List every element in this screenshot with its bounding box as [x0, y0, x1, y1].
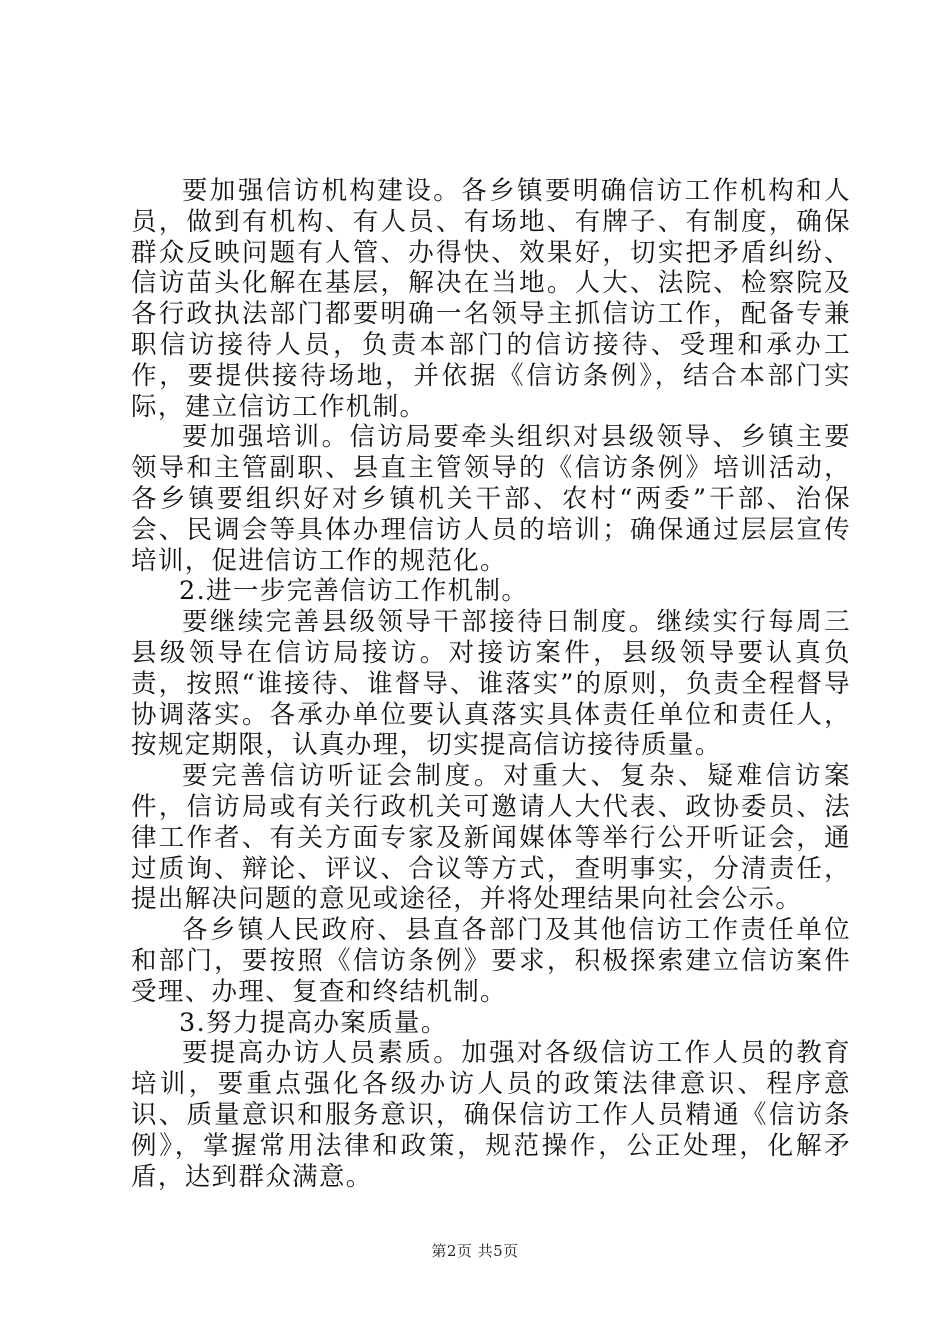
- section-heading-2: 2.进一步完善信访工作机制。: [179, 576, 529, 607]
- paragraph-staff-quality: 要提高办访人员素质。加强对各级信访工作人员的教育培训，要重点强化各级办访人员的政策法律意识、程序意识、质量意识和服务意识，确保信访工作人员精通《信访条例》，掌握常用法律和政策，规范操作，公正处理，化解矛盾，达到群众满意。: [131, 1038, 851, 1192]
- paragraph-institution-building: 要加强信访机构建设。各乡镇要明确信访工作机构和人员，做到有机构、有人员、有场地、有牌子、有制度，确保群众反映问题有人管、办得快、效果好，切实把矛盾纠纷、信访苗头化解在基层，解决在当地。人大、法院、检察院及各行政执法部门都要明确一名领导主抓信访工作，配备专兼职信访接待人员，负责本部门的信访接待、受理和承办工作，要提供接待场地，并依据《信访条例》，结合本部门实际，建立信访工作机制。: [131, 176, 851, 422]
- document-body: [131, 176, 851, 1192]
- section-heading-3: 3.努力提高办案质量。: [179, 1007, 448, 1038]
- paragraph-training: 要加强培训。信访局要牵头组织对县级领导、乡镇主要领导和主管副职、县直主管领导的《信访条例》培训活动，各乡镇要组织好对乡镇机关干部、农村“两委”干部、治保会、民调会等具体办理信访人员的培训；确保通过层层宣传培训，促进信访工作的规范化。: [131, 422, 851, 576]
- paragraph-case-mechanism: 各乡镇人民政府、县直各部门及其他信访工作责任单位和部门，要按照《信访条例》要求，积极探索建立信访案件受理、办理、复查和终结机制。: [131, 915, 851, 1007]
- paragraph-reception-day: 要继续完善县级领导干部接待日制度。继续实行每周三县级领导在信访局接访。对接访案件，县级领导要认真负责，按照“谁接待、谁督导、谁落实”的原则，负责全程督导协调落实。各承办单位要认真落实具体责任单位和责任人，按规定期限，认真办理，切实提高信访接待质量。: [131, 607, 851, 761]
- page-footer: 第2页 共5页: [431, 1242, 519, 1260]
- paragraph-hearing-system: 要完善信访听证会制度。对重大、复杂、疑难信访案件，信访局或有关行政机关可邀请人大代表、政协委员、法律工作者、有关方面专家及新闻媒体等举行公开听证会，通过质询、辩论、评议、合议等方式，查明事实，分清责任，提出解决问题的意见或途径，并将处理结果向社会公示。: [131, 761, 851, 915]
